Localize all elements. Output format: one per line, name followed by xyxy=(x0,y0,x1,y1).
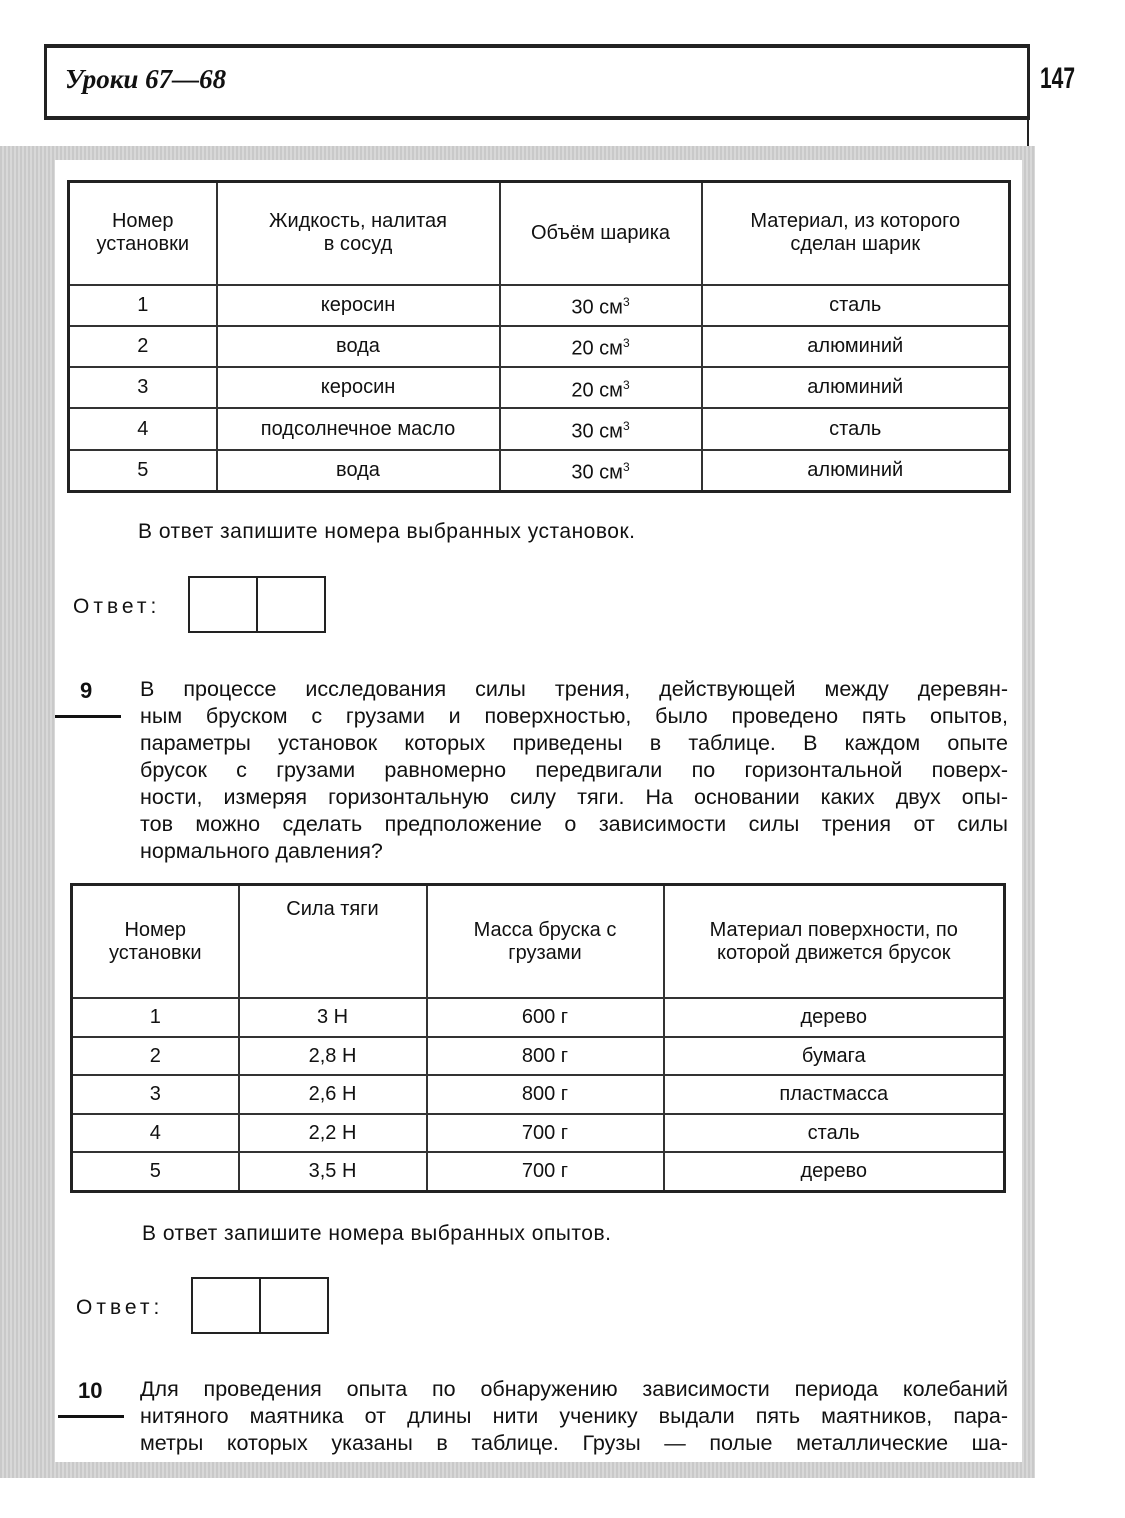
cell-text: керосин xyxy=(320,294,396,316)
table-cell xyxy=(427,1075,664,1113)
text-line: ным бруском с грузами и поверхностью, было проведено пять опытов, xyxy=(140,704,1008,728)
cell-text: сталь xyxy=(829,294,882,316)
answer-box[interactable] xyxy=(259,1279,327,1332)
cell-text: 800 г xyxy=(521,1044,569,1067)
cell-text: дерево xyxy=(800,1160,868,1183)
cell-text: 3 Н xyxy=(316,1006,349,1029)
header-cell: Сила тяги xyxy=(239,885,427,999)
table-cell xyxy=(217,326,500,367)
cell-text: 4 xyxy=(137,417,149,440)
table-cell xyxy=(69,450,217,492)
cell-text: алюминий xyxy=(807,376,904,399)
table-cell xyxy=(702,367,1010,408)
table-cell xyxy=(217,367,500,408)
cell-text: вода xyxy=(336,335,380,358)
text-line: тов можно сделать предположение о зависимости силы трения от силы xyxy=(140,812,1008,836)
cell-text: 4 xyxy=(149,1121,161,1144)
table-cell xyxy=(427,1114,664,1152)
cell-text: 30 см xyxy=(571,461,623,484)
table-cell xyxy=(72,998,239,1036)
table-row xyxy=(69,408,1010,449)
task-marker-line xyxy=(58,1415,124,1418)
task-number: 9 xyxy=(80,678,93,703)
table-cell xyxy=(664,998,1005,1036)
text-line: нитяного маятника от длины нити ученику выдали пять маятников, пара- xyxy=(140,1404,1008,1428)
table-cell xyxy=(72,1114,239,1152)
table-cell xyxy=(702,285,1010,326)
table-cell xyxy=(664,1114,1005,1152)
cell-text: 1 xyxy=(137,294,149,316)
page-number: 147 xyxy=(1040,62,1076,95)
header-cell: Объём шарика xyxy=(500,182,702,285)
cell-text: 2,6 Н xyxy=(308,1083,357,1106)
cell-text: 600 г xyxy=(521,1006,569,1029)
table-cell xyxy=(72,1075,239,1113)
table-cell xyxy=(702,450,1010,492)
answer-boxes[interactable] xyxy=(188,576,326,633)
divider xyxy=(1027,112,1029,146)
table-cell xyxy=(69,285,217,326)
table-row xyxy=(69,367,1010,408)
cell-text: дерево xyxy=(800,1006,868,1029)
table-row xyxy=(69,450,1010,492)
task10-text xyxy=(140,1376,1008,1457)
task8-instruction: В ответ запишите номера выбранных установок. xyxy=(138,520,636,543)
table-cell xyxy=(664,1152,1005,1191)
table-cell xyxy=(239,1114,427,1152)
table-cell xyxy=(664,1075,1005,1113)
cell-text: 3 xyxy=(149,1083,161,1106)
task9-instruction: В ответ запишите номера выбранных опытов. xyxy=(142,1222,612,1245)
cell-text: алюминий xyxy=(807,335,904,358)
table-cell xyxy=(217,450,500,492)
cell-text: вода xyxy=(336,458,380,481)
text-line: нормального давления? xyxy=(140,839,383,863)
unit-exponent: 3 xyxy=(622,377,630,392)
table-cell xyxy=(239,1152,427,1191)
table-cell xyxy=(664,1037,1005,1075)
cell-text: 3 xyxy=(137,376,149,399)
table-cell xyxy=(239,1075,427,1113)
header-cell: Номер установки xyxy=(72,885,239,999)
cell-text: алюминий xyxy=(807,458,904,481)
table-cell xyxy=(500,367,702,408)
table-cell xyxy=(72,1152,239,1191)
unit-exponent: 3 xyxy=(622,418,630,433)
table-cell xyxy=(217,285,500,326)
text-line: ности, измеряя горизонтальную силу тяги. На основании каких двух опы- xyxy=(140,785,1008,809)
cell-text: 1 xyxy=(149,1006,161,1029)
task9-text xyxy=(140,676,1008,865)
table-cell xyxy=(500,450,702,492)
table-cell xyxy=(72,1037,239,1075)
cell-text: 800 г xyxy=(521,1083,569,1106)
table-row xyxy=(69,285,1010,326)
cell-text: 20 см xyxy=(571,379,623,402)
table-row xyxy=(72,998,1005,1036)
cell-text: керосин xyxy=(320,376,396,399)
table-cell xyxy=(500,285,702,326)
task-marker-line xyxy=(55,715,121,718)
task-number: 10 xyxy=(78,1378,103,1403)
table-cell xyxy=(69,367,217,408)
text-line: В процессе исследования силы трения, действующей между деревян- xyxy=(140,677,1008,701)
cell-text: 30 см xyxy=(571,420,623,443)
table-cell xyxy=(427,998,664,1036)
header-cell: Жидкость, налитая в сосуд xyxy=(217,182,500,285)
unit-exponent: 3 xyxy=(622,295,630,310)
cell-text: сталь xyxy=(807,1121,860,1144)
answer-label: Ответ: xyxy=(76,1296,164,1319)
header-cell: Масса бруска с грузами xyxy=(427,885,664,999)
table-row xyxy=(72,1152,1005,1191)
text-line: брусок с грузами равномерно передвигали по горизонтальной поверх- xyxy=(140,758,1008,782)
table-cell xyxy=(69,326,217,367)
table-cell xyxy=(500,326,702,367)
table-cell xyxy=(217,408,500,449)
table-cell xyxy=(69,408,217,449)
table-cell xyxy=(239,998,427,1036)
cell-text: 5 xyxy=(137,458,149,481)
header-cell: Номер установки xyxy=(69,182,217,285)
unit-exponent: 3 xyxy=(622,459,630,474)
cell-text: 700 г xyxy=(521,1121,569,1144)
cell-text: 2,2 Н xyxy=(308,1121,357,1144)
table-row xyxy=(72,1114,1005,1152)
text-line: Для проведения опыта по обнаружению зависимости периода колебаний xyxy=(140,1377,1008,1401)
table-cell xyxy=(239,1037,427,1075)
table-row xyxy=(69,326,1010,367)
cell-text: 30 см xyxy=(571,296,623,319)
table-row xyxy=(72,1075,1005,1113)
cell-text: сталь xyxy=(829,417,882,440)
table-cell xyxy=(702,326,1010,367)
answer-boxes[interactable] xyxy=(191,1277,329,1334)
setups-table xyxy=(67,180,1011,493)
lesson-title: Уроки 67—68 xyxy=(65,64,227,94)
table-cell xyxy=(500,408,702,449)
cell-text: 2 xyxy=(137,335,149,358)
text-line: метры которых указаны в таблице. Грузы — полые металлические ша- xyxy=(140,1431,1008,1455)
table-cell xyxy=(427,1152,664,1191)
text-line: параметры установок которых приведены в таблице. В каждом опыте xyxy=(140,731,1008,755)
table-row xyxy=(72,1037,1005,1075)
table-cell xyxy=(702,408,1010,449)
cell-text: 20 см xyxy=(571,338,623,360)
table-header-row xyxy=(69,182,1010,285)
cell-text: 2 xyxy=(149,1044,161,1067)
cell-text: 3,5 Н xyxy=(308,1160,357,1183)
experiments-table xyxy=(70,883,1006,1193)
lesson-header xyxy=(44,44,1030,120)
answer-label: Ответ: xyxy=(73,595,161,618)
answer-box[interactable] xyxy=(193,1279,259,1332)
unit-exponent: 3 xyxy=(622,336,630,351)
answer-box[interactable] xyxy=(190,578,256,631)
cell-text: 700 г xyxy=(521,1160,569,1183)
header-cell: Материал, из которого сделан шарик xyxy=(702,182,1010,285)
answer-box[interactable] xyxy=(256,578,324,631)
cell-text: подсолнечное масло xyxy=(260,417,456,440)
header-cell: Материал поверхности, по которой движется брусок xyxy=(664,885,1005,999)
cell-text: 5 xyxy=(149,1160,161,1183)
cell-text: 2,8 Н xyxy=(308,1044,357,1067)
table-header-row xyxy=(72,885,1005,999)
table-cell xyxy=(427,1037,664,1075)
cell-text: бумага xyxy=(801,1044,866,1067)
cell-text: пластмасса xyxy=(779,1083,889,1106)
